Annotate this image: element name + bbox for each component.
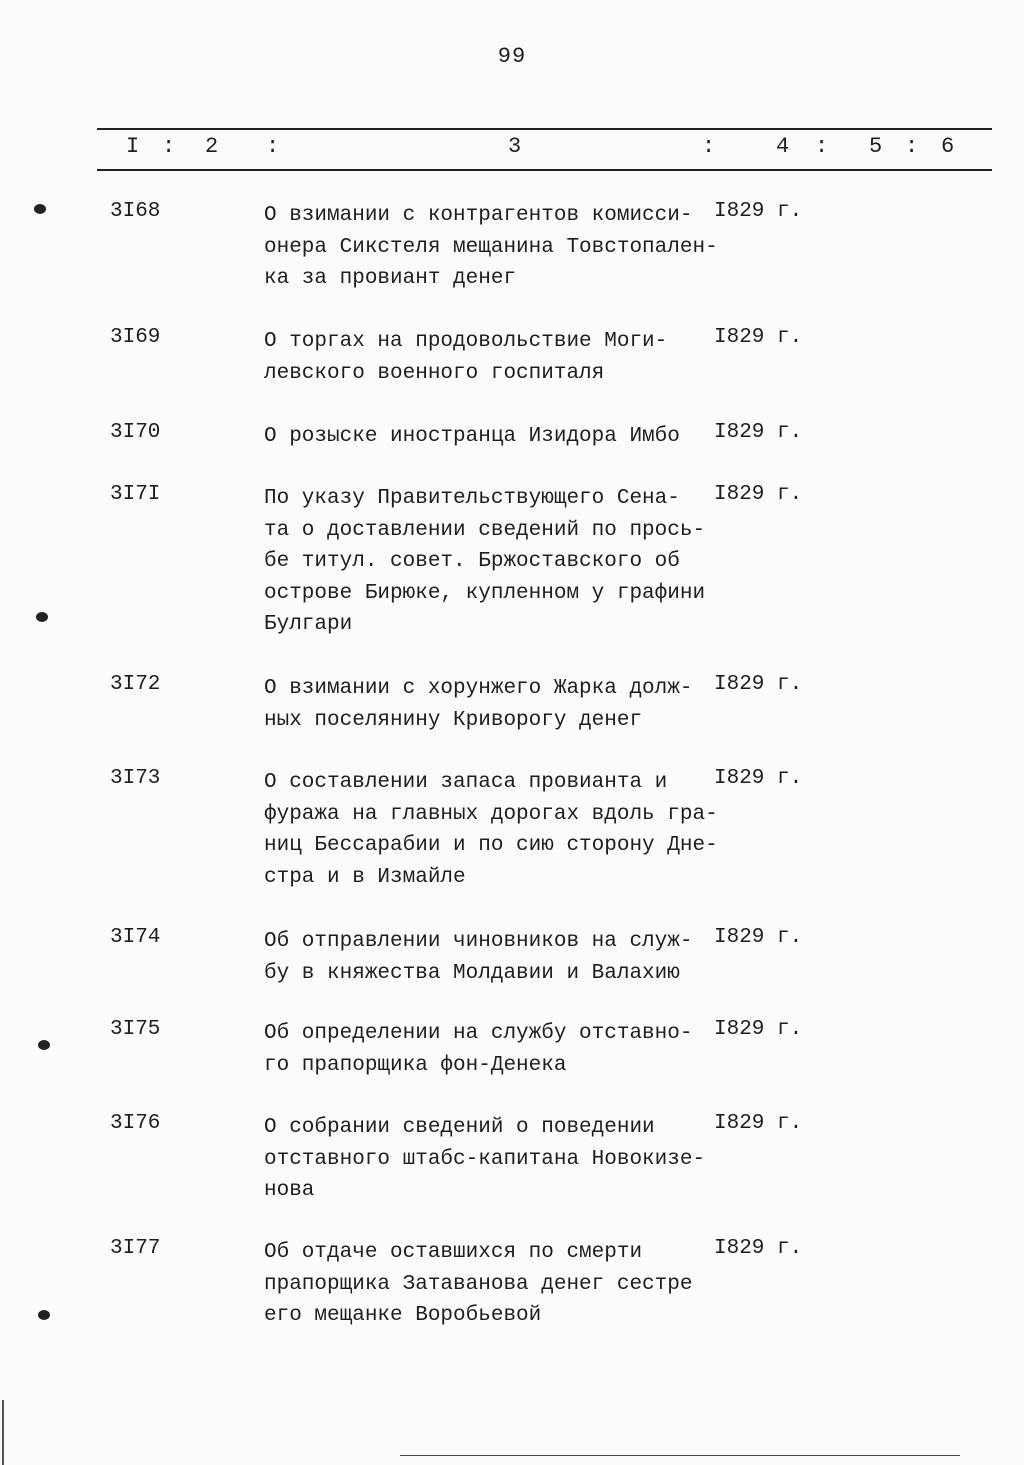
entry-description-line: Об отправлении чиновников на служ- <box>264 930 693 953</box>
entry-number: 3I68 <box>110 200 161 223</box>
column-header-1: I <box>126 134 140 159</box>
entry-number: 3I7I <box>110 483 161 506</box>
column-header-5: 5 <box>869 134 883 159</box>
entry-description <box>264 200 734 295</box>
entry-year: I829 г. <box>714 483 803 506</box>
entry-year: I829 г. <box>714 1018 803 1041</box>
entry-description <box>264 421 734 453</box>
entry-number: 3I70 <box>110 421 161 444</box>
column-separator: : <box>162 134 176 159</box>
entry-description-line: О составлении запаса провианта и <box>264 771 668 794</box>
entry-description <box>264 483 734 641</box>
entry-number: 3I74 <box>110 926 161 949</box>
scan-bottom-line <box>400 1455 960 1456</box>
entry-description <box>264 1237 734 1332</box>
entry-description-line: ка за провиант денег <box>264 267 517 290</box>
entry-number: 3I72 <box>110 673 161 696</box>
entry-year: I829 г. <box>714 673 803 696</box>
column-separator: : <box>815 134 829 159</box>
punch-hole-mark <box>38 1310 50 1320</box>
entry-description-line: онера Сикстеля мещанина Товстопален- <box>264 235 718 259</box>
entry-number: 3I73 <box>110 767 161 790</box>
entry-description <box>264 767 734 893</box>
entry-number: 3I75 <box>110 1018 161 1041</box>
entry-description-line: та о доставлении сведений по прось- <box>264 518 706 542</box>
scan-edge-line <box>2 1400 4 1465</box>
entry-description-line: бу в княжества Молдавии и Валахию <box>264 961 680 985</box>
entry-year: I829 г. <box>714 200 803 223</box>
entry-description-line: прапорщика Затаванова денег сестре <box>264 1272 693 1296</box>
page-number: 99 <box>497 44 527 69</box>
entry-year: I829 г. <box>714 1112 803 1135</box>
punch-hole-mark <box>38 1040 50 1050</box>
header-bottom-rule <box>97 169 992 171</box>
column-header-6: 6 <box>941 134 955 159</box>
entry-description <box>264 1112 734 1207</box>
entry-description-line: бе титул. совет. Бржоставского об <box>264 550 680 573</box>
entry-description-line: По указу Правительствующего Сена- <box>264 487 680 510</box>
entry-number: 3I76 <box>110 1112 161 1135</box>
entry-description-line: О торгах на продовольствие Моги- <box>264 330 668 353</box>
entry-description-line: О взимании с хорунжего Жарка долж- <box>264 677 693 700</box>
entry-description-line: Об определении на службу отставно- <box>264 1022 693 1045</box>
entry-description-line: фуража на главных дорогах вдоль гра- <box>264 802 718 826</box>
entry-description <box>264 673 734 736</box>
entry-year: I829 г. <box>714 1237 803 1260</box>
entry-description-line: нова <box>264 1179 315 1202</box>
column-separator: : <box>905 134 919 159</box>
entry-description <box>264 326 734 389</box>
entry-description-line: острове Бирюке, купленном у графини <box>264 581 706 605</box>
punch-hole-mark <box>36 612 48 622</box>
column-header-4: 4 <box>776 134 790 159</box>
entry-description <box>264 926 734 989</box>
entry-year: I829 г. <box>714 326 803 349</box>
entry-description-line: го прапорщика фон-Денека <box>264 1053 567 1077</box>
entry-description-line: ных поселянину Криворогу денег <box>264 708 643 732</box>
entry-description-line: О взимании с контрагентов комисси- <box>264 204 693 227</box>
header-top-rule <box>97 128 992 130</box>
entry-description-line: отставного штабс-капитана Новокизе- <box>264 1147 706 1171</box>
entry-number: 3I77 <box>110 1237 161 1260</box>
entry-year: I829 г. <box>714 421 803 444</box>
entry-description <box>264 1018 734 1081</box>
entry-description-line: О собрании сведений о поведении <box>264 1116 655 1139</box>
column-header-3: 3 <box>508 134 522 159</box>
entry-description-line: Об отдаче оставшихся по смерти <box>264 1241 643 1264</box>
column-header-2: 2 <box>205 134 219 159</box>
entry-description-line: О розыске иностранца Изидора Имбо <box>264 425 680 448</box>
entry-description-line: его мещанке Воробьевой <box>264 1304 542 1327</box>
entry-description-line: Булгари <box>264 613 353 636</box>
column-header-row <box>0 134 1024 162</box>
entry-description-line: левского военного госпиталя <box>264 361 605 385</box>
entry-year: I829 г. <box>714 926 803 949</box>
punch-hole-mark <box>34 204 46 214</box>
column-separator: : <box>702 134 716 159</box>
entry-description-line: ниц Бессарабии и по сию сторону Дне- <box>264 834 718 857</box>
entry-number: 3I69 <box>110 326 161 349</box>
entry-year: I829 г. <box>714 767 803 790</box>
entry-description-line: стра и в Измайле <box>264 865 466 889</box>
column-separator: : <box>266 134 280 159</box>
